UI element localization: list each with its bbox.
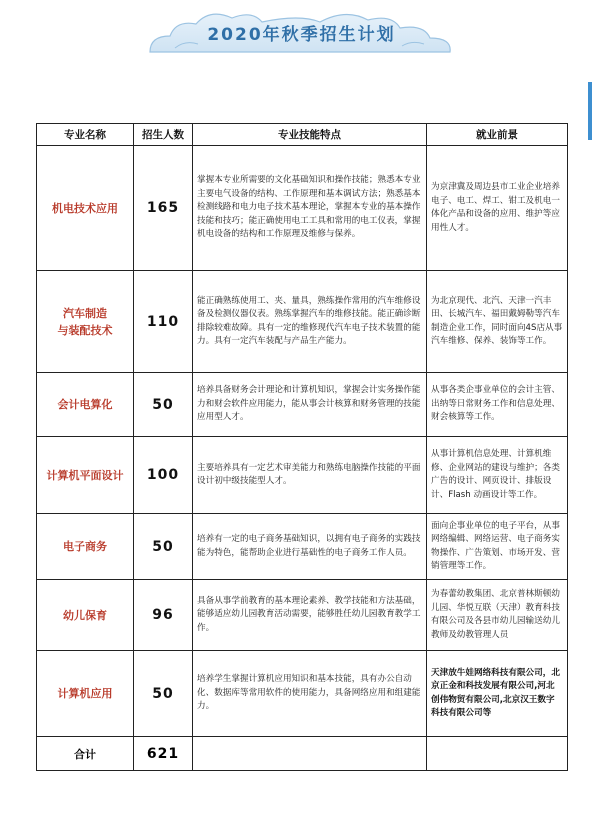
major-name: 幼儿保育 <box>37 580 134 651</box>
enroll-count: 50 <box>134 373 193 437</box>
major-name: 计算机平面设计 <box>37 437 134 514</box>
decorative-side-bar <box>588 82 592 140</box>
table-row <box>37 651 568 737</box>
enrollment-plan-table <box>36 123 568 771</box>
career-text: 面向企事业单位的电子平台，从事网络编辑、网络运营、电子商务实物操作、广告策划、市场开发、营销管理等工作。 <box>427 514 568 580</box>
major-name-line-1: 汽车制造 <box>63 306 107 320</box>
skills-text: 掌握本专业所需要的文化基础知识和操作技能；熟悉本专业主要电气设备的结构、工作原理和基本调试方法；熟悉基本检测线路和电力电子技术基本理论，掌握本专业的基本操作技能和技巧；能正确使用电工工具和常用的电工仪表，掌握机电设备的结构和工作原理及维修与保养。 <box>193 146 427 271</box>
table-row <box>37 373 568 437</box>
header-count: 招生人数 <box>134 124 193 146</box>
career-text: 从事各类企事业单位的会计主管、出纳等日常财务工作和信息处理、财会核算等工作。 <box>427 373 568 437</box>
total-count: 621 <box>134 737 193 771</box>
major-name <box>37 271 134 373</box>
table-row <box>37 146 568 271</box>
skills-text: 能正确熟练使用工、夹、量具，熟练操作常用的汽车维修设备及检测仪器仪表。熟练掌握汽车的维修技能。能正确诊断排除较难故障。具有一定的维修现代汽车电子技术装置的能力。具有一定汽车装配与产品生产能力。 <box>193 271 427 373</box>
enroll-count: 50 <box>134 514 193 580</box>
total-empty-cell <box>193 737 427 771</box>
page-title: 2020年秋季招生计划 <box>207 25 396 45</box>
page-header <box>0 0 603 62</box>
skills-text: 培养具备财务会计理论和计算机知识，掌握会计实务操作能力和财会软件应用能力，能从事会计核算和财务管理的技能应用型人才。 <box>193 373 427 437</box>
major-name: 电子商务 <box>37 514 134 580</box>
career-text: 天津放牛娃网络科技有限公司，北京正金和科技发展有限公司,河北创伟物贸有限公司,北京汉王数字科技有限公司等 <box>427 651 568 737</box>
table-row <box>37 580 568 651</box>
career-text: 从事计算机信息处理、计算机维修、企业网站的建设与维护；各类广告的设计、网页设计、排版设计、Flash 动画设计等工作。 <box>427 437 568 514</box>
header-skills: 专业技能特点 <box>193 124 427 146</box>
enroll-count: 96 <box>134 580 193 651</box>
enroll-count: 100 <box>134 437 193 514</box>
enroll-count: 50 <box>134 651 193 737</box>
skills-text: 具备从事学前教育的基本理论素养、教学技能和方法基础，能够适应幼儿园教育活动需要，能够胜任幼儿园教育教学工作。 <box>193 580 427 651</box>
header-career: 就业前景 <box>427 124 568 146</box>
major-name-line-2: 与装配技术 <box>57 323 113 337</box>
table-total-row <box>37 737 568 771</box>
total-label: 合计 <box>37 737 134 771</box>
enroll-count: 165 <box>134 146 193 271</box>
career-text: 为京津冀及周边县市工业企业培养电子、电工、焊工、钳工及机电一体化产品和设备的应用、维护等应用性人才。 <box>427 146 568 271</box>
skills-text: 主要培养具有一定艺术审美能力和熟练电脑操作技能的平面设计初中级技能型人才。 <box>193 437 427 514</box>
table-row <box>37 514 568 580</box>
table-header-row <box>37 124 568 146</box>
total-empty-cell <box>427 737 568 771</box>
table-row <box>37 271 568 373</box>
table-row <box>37 437 568 514</box>
major-name: 会计电算化 <box>37 373 134 437</box>
header-major: 专业名称 <box>37 124 134 146</box>
career-text: 为春蕾幼教集团、北京普林斯顿幼儿园、华悦互联（天津）教育科技有限公司及各县市幼儿园输送幼儿教师及幼教管理人员 <box>427 580 568 651</box>
skills-text: 培养有一定的电子商务基础知识，以拥有电子商务的实践技能为特色，能帮助企业进行基础性的电子商务工作人员。 <box>193 514 427 580</box>
enroll-count: 110 <box>134 271 193 373</box>
major-name: 计算机应用 <box>37 651 134 737</box>
major-name: 机电技术应用 <box>37 146 134 271</box>
skills-text: 培养学生掌握计算机应用知识和基本技能，具有办公自动化、数据库等常用软件的使用能力，具备网络应用和组建能力。 <box>193 651 427 737</box>
career-text: 为北京现代、北汽、天津一汽丰田、长城汽车、福田戴姆勒等汽车制造企业工作，同时面向4S店从事汽车维修、保养、装饰等工作。 <box>427 271 568 373</box>
